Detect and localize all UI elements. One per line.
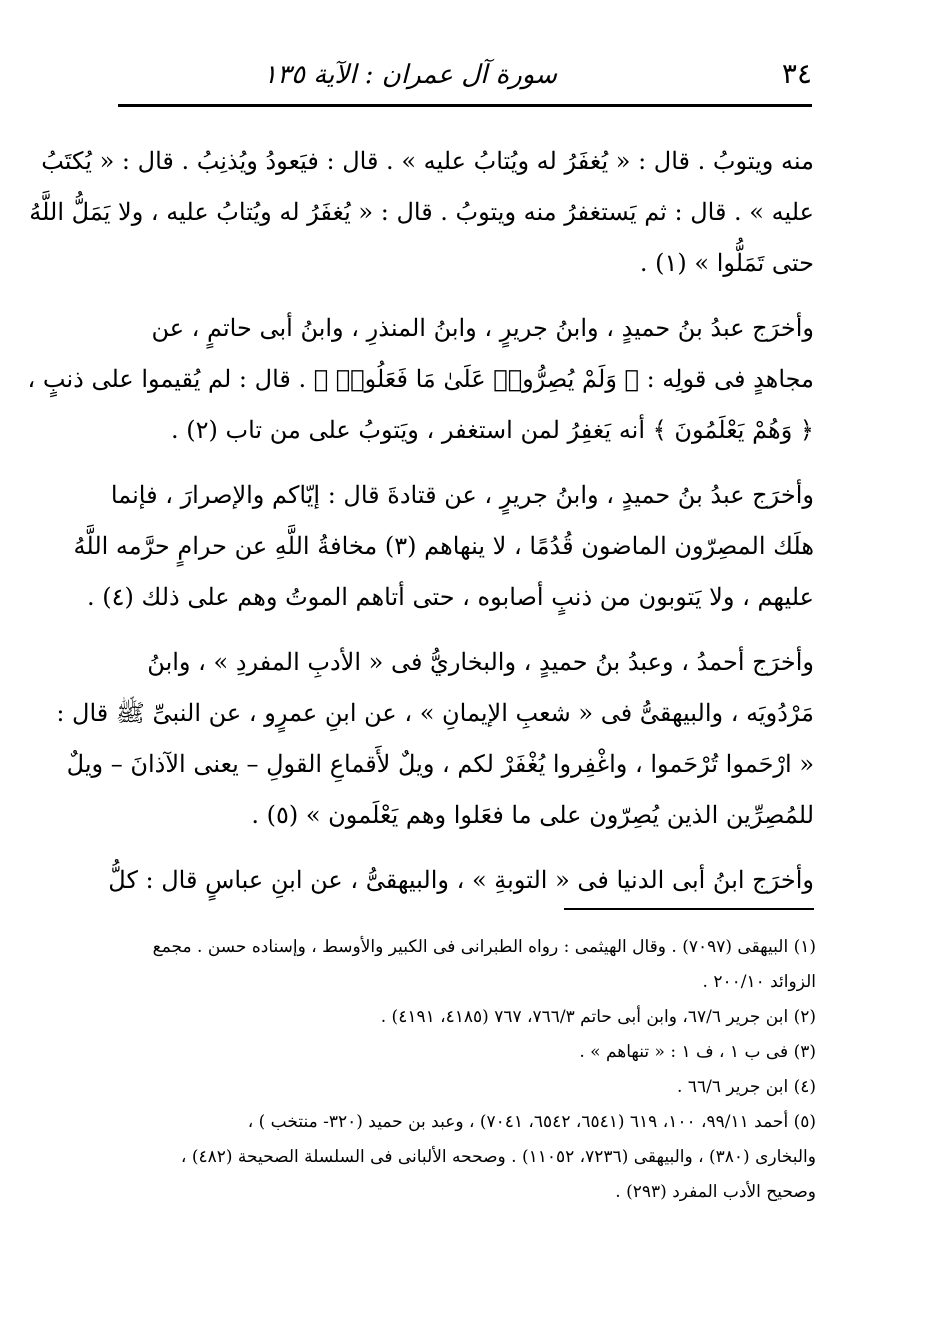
text-line: منه ويتوبُ . قال : « يُغفَرُ له ويُتابُ عليه » . قال : فيَعودُ ويُذنِبُ . قال : « يُكتَبُ — [41, 147, 814, 175]
running-title: سورة آل عمران : الآية ١٣٥ — [263, 60, 557, 90]
text-line: وأخرَج ابنُ أبى الدنيا فى « التوبةِ » ، والبيهقىُّ ، عن ابنِ عباسٍ قال : كلُّ — [108, 866, 814, 894]
footnote-line: (٤) ابن جرير ٦٦/٦ . — [677, 1077, 816, 1097]
page-number: ٣٤ — [781, 57, 812, 90]
text-line: مجاهدٍ فى قولِه : ﴿ وَلَمْ يُصِرُّوا۟ عَلَىٰ مَا فَعَلُوا۟ ﴾ . قال : لم يُقيموا على ذنبٍ ، — [27, 365, 814, 393]
text-line: ﴿ وَهُمْ يَعْلَمُونَ ﴾ أنه يَغفِرُ لمن استغفر ، ويَتوبُ على من تاب (٢) . — [170, 416, 814, 444]
text-line: للمُصِرِّين الذين يُصِرّون على ما فعَلوا وهم يَعْلَمون » (٥) . — [251, 801, 814, 829]
main-text — [27, 136, 814, 906]
paragraph-gap — [118, 456, 814, 470]
page-header — [118, 52, 812, 102]
paragraph-gap — [118, 841, 814, 855]
header-rule — [118, 104, 812, 107]
text-line: « ارْحَموا تُرْحَموا ، واغْفِروا يُغْفَرْ لكم ، ويلٌ لأَقماعِ القولِ – يعنى الآذانَ – ويلٌ — [66, 750, 814, 778]
text-line: وأخرَج عبدُ بنُ حميدٍ ، وابنُ جريرٍ ، وابنُ المنذرِ ، وابنُ أبى حاتمٍ ، عن — [151, 314, 814, 342]
text-line: وأخرَج أحمدُ ، وعبدُ بنُ حميدٍ ، والبخاريُّ فى « الأدبِ المفردِ » ، وابنُ — [147, 648, 814, 676]
footnote-line: (١) البيهقى (٧٠٩٧) . وقال الهيثمى : رواه الطبرانى فى الكبير والأوسط ، وإسناده حسن . مجمع — [152, 937, 816, 957]
text-line: عليهم ، ولا يَتوبون من ذنبٍ أصابوه ، حتى أتاهم الموتُ وهم على ذلك (٤) . — [86, 583, 814, 611]
text-line: هلَك المصِرّون الماضون قُدُمًا ، لا ينهاهم (٣) مخافةُ اللَّهِ عن حرامٍ حرَّمه اللَّهُ — [73, 532, 814, 560]
footnote-line: (٢) ابن جرير ٦٧/٦، وابن أبى حاتم ٧٦٦/٣، ٧٦٧ (٤١٨٥، ٤١٩١) . — [380, 1007, 816, 1027]
footnote-line: (٥) أحمد ٩٩/١١، ١٠٠، ٦١٩ (٦٥٤١، ٦٥٤٢، ٧٠٤١) ، وعبد بن حميد (٣٢٠- منتخب ) ، — [247, 1112, 816, 1132]
text-line: حتى تَمَلُّوا » (١) . — [639, 249, 814, 277]
footnote-line: وصحيح الأدب المفرد (٢٩٣) . — [615, 1182, 816, 1202]
paragraph-gap — [118, 623, 814, 637]
footnote-rule — [564, 908, 814, 910]
paragraph-gap — [118, 289, 814, 303]
text-line: وأخرَج عبدُ بنُ حميدٍ ، وابنُ جريرٍ ، عن قتادةَ قال : إيّاكم والإصرارَ ، فإنما — [110, 481, 814, 509]
footnote-line: الزوائد ٢٠٠/١٠ . — [702, 972, 816, 992]
text-line: مَرْدُويَه ، والبيهقىُّ فى « شعبِ الإيمانِ » ، عن ابنِ عمرٍو ، عن النبىِّ ﷺ قال : — [56, 699, 814, 727]
footnote-line: (٣) فى ب ١ ، ف ١ : « تنهاهم » . — [579, 1042, 816, 1062]
text-line: عليه » . قال : ثم يَستغفرُ منه ويتوبُ . قال : « يُغفَرُ له ويُتابُ عليه ، ولا يَمَلُّ اللَّهُ — [29, 198, 814, 226]
footnote-line: والبخارى (٣٨٠) ، والبيهقى (٧٢٣٦، ١١٠٥٢) . وصححه الألبانى فى السلسلة الصحيحة (٤٨٢) ، — [180, 1147, 816, 1167]
footnotes — [118, 930, 816, 1210]
